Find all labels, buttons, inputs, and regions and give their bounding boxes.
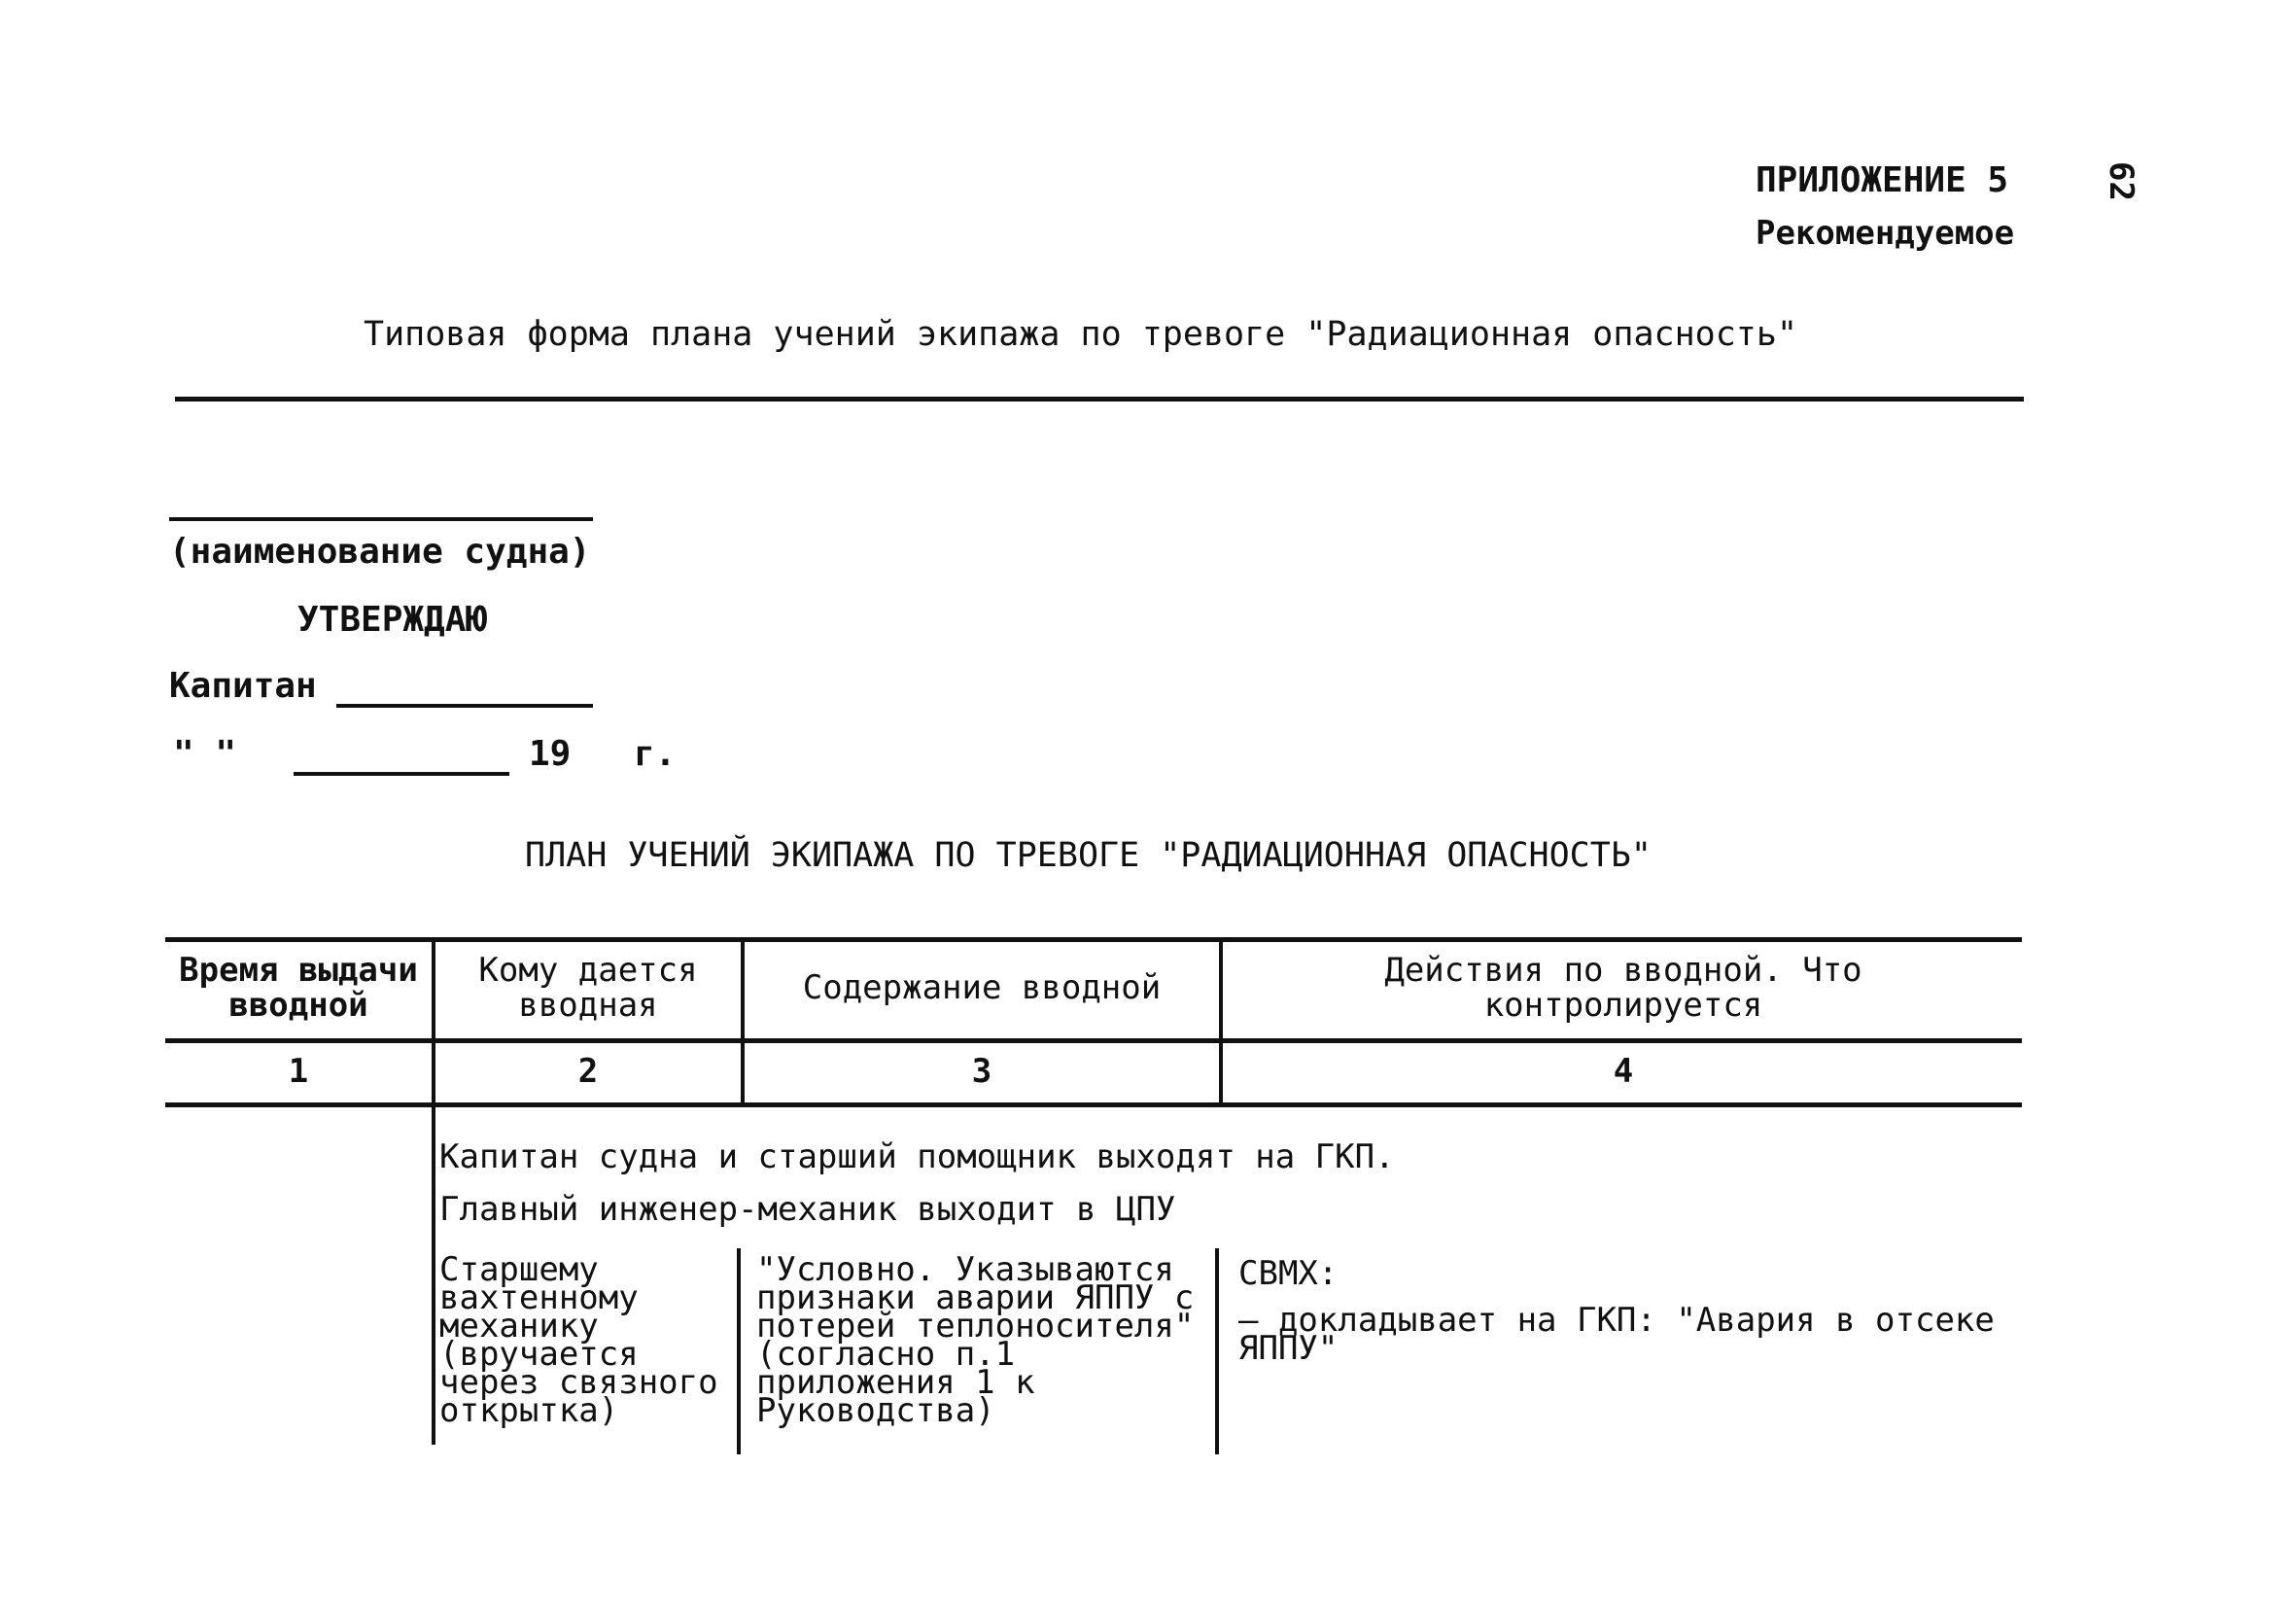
row-content: "Условно. Указываются признаки аварии ЯППУ с потерей теплоносителя" (согласно п.1 приложения 1 к Руководства)	[756, 1250, 1195, 1430]
header-recipient: Кому дается вводная	[478, 951, 698, 1025]
col-number-3: 3	[971, 1052, 992, 1091]
row-action-label: СВМХ:	[1238, 1254, 1339, 1293]
year-prefix: 19	[529, 734, 572, 774]
captain-label: Капитан	[169, 666, 317, 706]
title-underline	[175, 397, 2024, 402]
header-time: Время выдачи вводной	[179, 951, 418, 1025]
row-col-divider-2	[737, 1248, 741, 1454]
table-col-divider-1	[432, 939, 435, 1445]
intro-line-2: Главный инженер-механик выходит в ЦПУ	[439, 1190, 1176, 1229]
table-col-divider-2	[741, 939, 745, 1104]
col-number-4: 4	[1613, 1052, 1634, 1091]
year-suffix: г.	[634, 734, 677, 774]
table-top-border	[165, 937, 2022, 942]
plan-title: ПЛАН УЧЕНИЙ ЭКИПАЖА ПО ТРЕВОГЕ "РАДИАЦИОННАЯ ОПАСНОСТЬ"	[525, 836, 1652, 875]
page-number: 62	[2102, 161, 2140, 201]
ship-name-caption: (наименование судна)	[169, 532, 591, 572]
row-recipient: Старшему вахтенному механику (вручается через связного открытка)	[439, 1250, 718, 1430]
row-action-item: – докладывает на ГКП: "Авария в отсеке ЯППУ"	[1238, 1301, 1995, 1368]
ship-name-line	[169, 517, 593, 521]
captain-signature-line	[336, 704, 593, 708]
table-header-border	[165, 1038, 2022, 1043]
table-numbers-border	[165, 1102, 2022, 1107]
header-actions: Действия по вводной. Что контролируется	[1384, 951, 1862, 1025]
col-number-1: 1	[288, 1052, 309, 1091]
approve-label: УТВЕРЖДАЮ	[297, 600, 488, 640]
intro-line-1: Капитан судна и старший помощник выходят на ГКП.	[439, 1137, 1395, 1176]
annex-subtitle: Рекомендуемое	[1756, 214, 2015, 253]
col-number-2: 2	[577, 1052, 599, 1091]
date-line	[294, 772, 509, 776]
header-content: Содержание вводной	[802, 968, 1162, 1007]
table-col-divider-3	[1219, 939, 1223, 1104]
row-col-divider-3	[1215, 1248, 1219, 1454]
date-quotes: " "	[173, 734, 237, 774]
form-title: Типовая форма плана учений экипажа по тревоге "Радиационная опасность"	[364, 315, 1798, 354]
annex-title: ПРИЛОЖЕНИЕ 5	[1756, 160, 2009, 200]
